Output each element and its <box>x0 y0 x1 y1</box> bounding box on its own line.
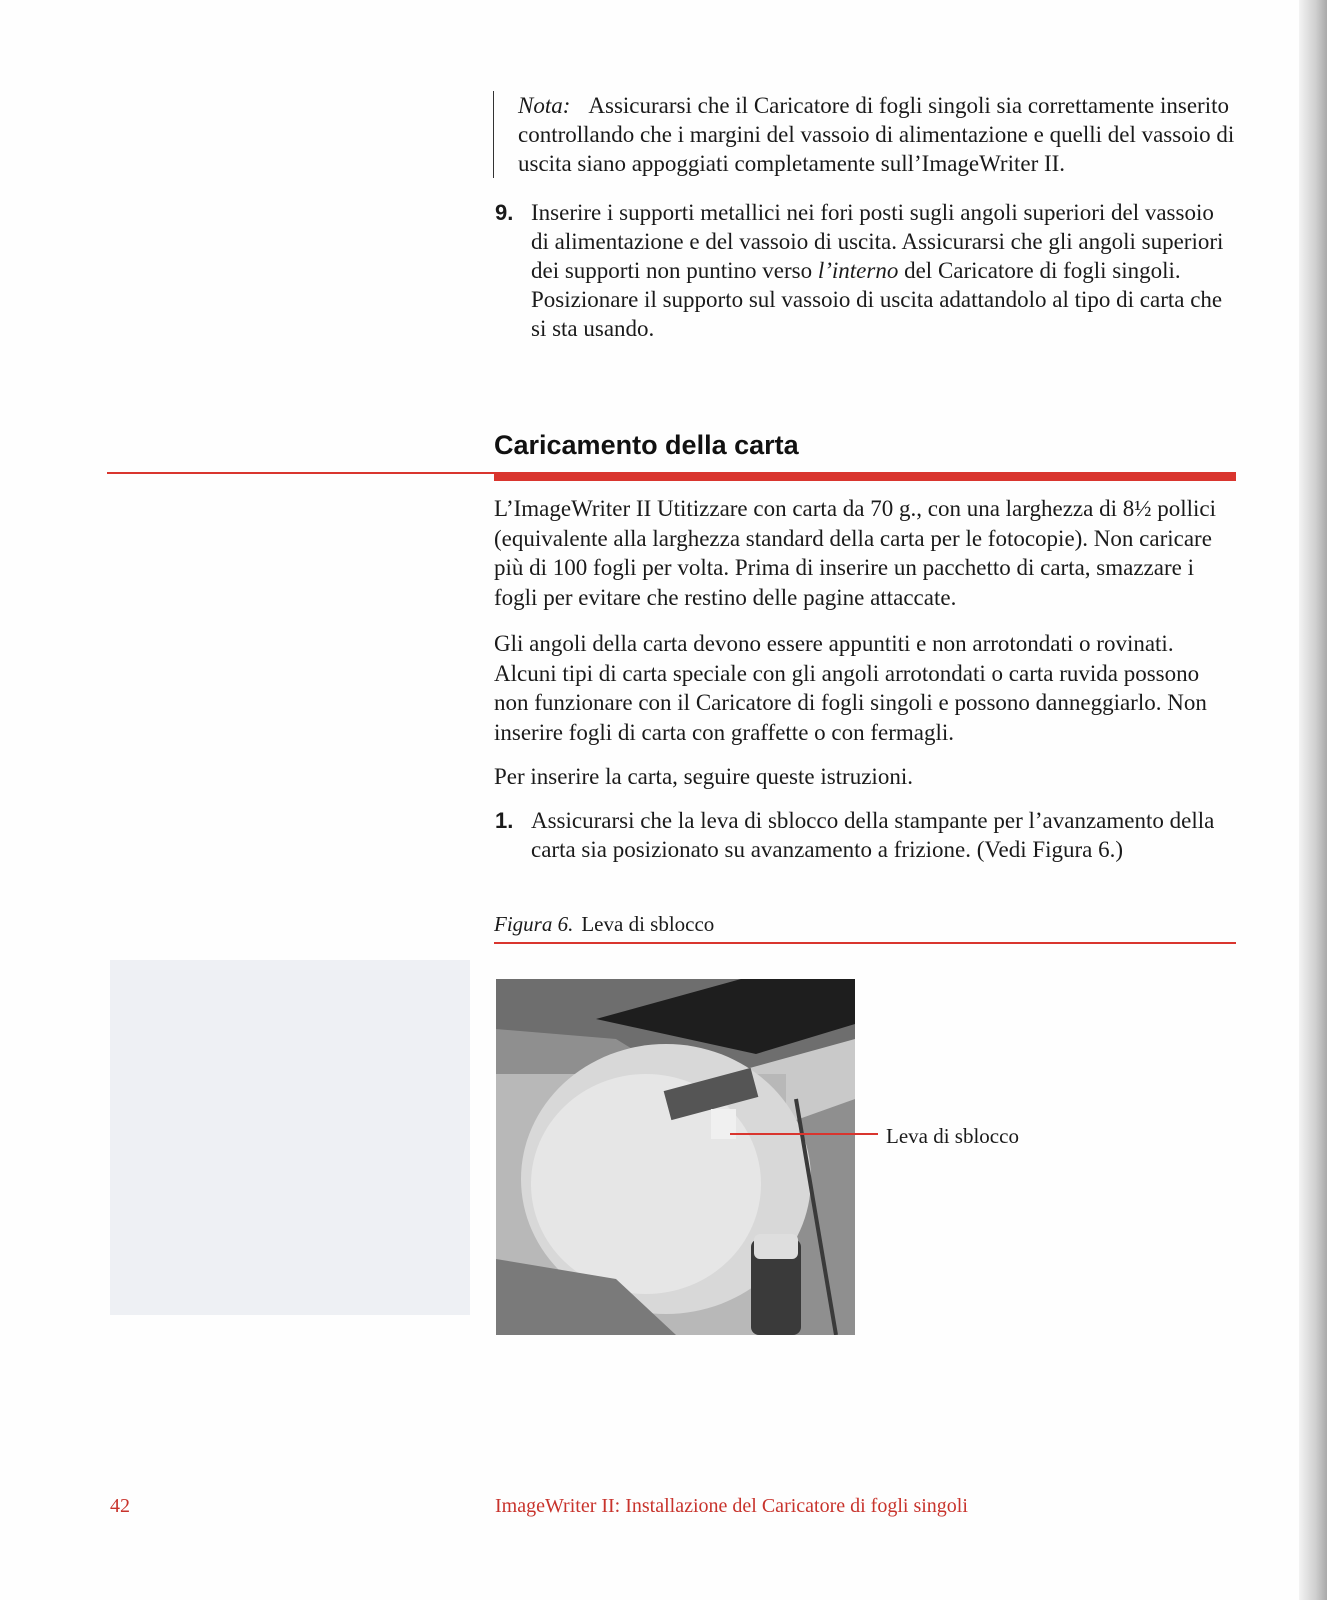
running-footer: ImageWriter II: Installazione del Caricatore di fogli singoli <box>495 1495 968 1517</box>
release-lever-photo <box>496 979 855 1335</box>
paragraph-instructions-intro: Per inserire la carta, seguire queste istruzioni. <box>494 764 913 789</box>
note-label: Nota: <box>518 93 571 118</box>
callout-label: Leva di sblocco <box>886 1124 1019 1148</box>
callout-leader-line <box>730 1133 878 1135</box>
note-text: Assicurarsi che il Caricatore di fogli singoli sia correttamente inserito controllando che i margini del vassoio di alimentazione e quelli del vassoio di uscita siano appoggiati completamente sull’ImageWriter II. <box>518 93 1235 176</box>
section-rule-thick <box>494 472 1236 481</box>
step-text: Assicurarsi che la leva di sblocco della stampante per l’avanzamento della carta sia posizionato su avanzamento a frizione. (Vedi Figura 6.) <box>531 808 1215 862</box>
section-rule-thin <box>107 472 494 474</box>
step-1 <box>495 806 1235 864</box>
note-block <box>493 91 1258 178</box>
section-heading: Caricamento della carta <box>494 430 799 460</box>
step-text-part: Inserire i supporti metallici nei fori posti sugli angoli superiori del vassoio di alimentazione e del vassoio di uscita. Assicurarsi che gli angoli superiori dei supporti non puntino verso <box>531 200 1224 283</box>
bleed-through-shadow <box>110 960 470 1315</box>
figure-number: Figura 6. <box>494 912 574 936</box>
figure-rule <box>494 942 1236 944</box>
figure-title: Leva di sblocco <box>581 912 715 936</box>
paragraph-paper-spec: L’ImageWriter II Utitizzare con carta da 70 g., con una larghezza di 8½ pollici (equivalente alla larghezza standard della carta per le fotocopie). Non caricare più di 100 fogli per volta. Prima di inserire un pacchetto di carta, smazzare i fogli per evitare che restino delle pagine attaccate. <box>494 496 1216 610</box>
paragraph-paper-corners: Gli angoli della carta devono essere appuntiti e non arrotondati o rovinati. Alcuni tipi di carta speciale con gli angoli arrotondati o carta ruvida possono non funzionare con il Caricatore di fogli singoli e possono danneggiarlo. Non inserire fogli di carta con graffette o con fermagli. <box>494 631 1207 745</box>
page-number: 42 <box>110 1495 130 1517</box>
step-text-part: del Caricatore di fogli singoli. Posizionare il supporto sul vassoio di uscita adattandolo al tipo di carta che si sta usando. <box>531 258 1223 341</box>
step-9 <box>495 198 1235 343</box>
step-number: 1. <box>495 808 514 833</box>
step-number: 9. <box>495 200 514 225</box>
step-text-emphasis: l’interno <box>817 258 899 283</box>
step-text <box>531 198 1235 343</box>
page-spine-shadow <box>1299 0 1327 1600</box>
figure-caption <box>494 912 714 937</box>
